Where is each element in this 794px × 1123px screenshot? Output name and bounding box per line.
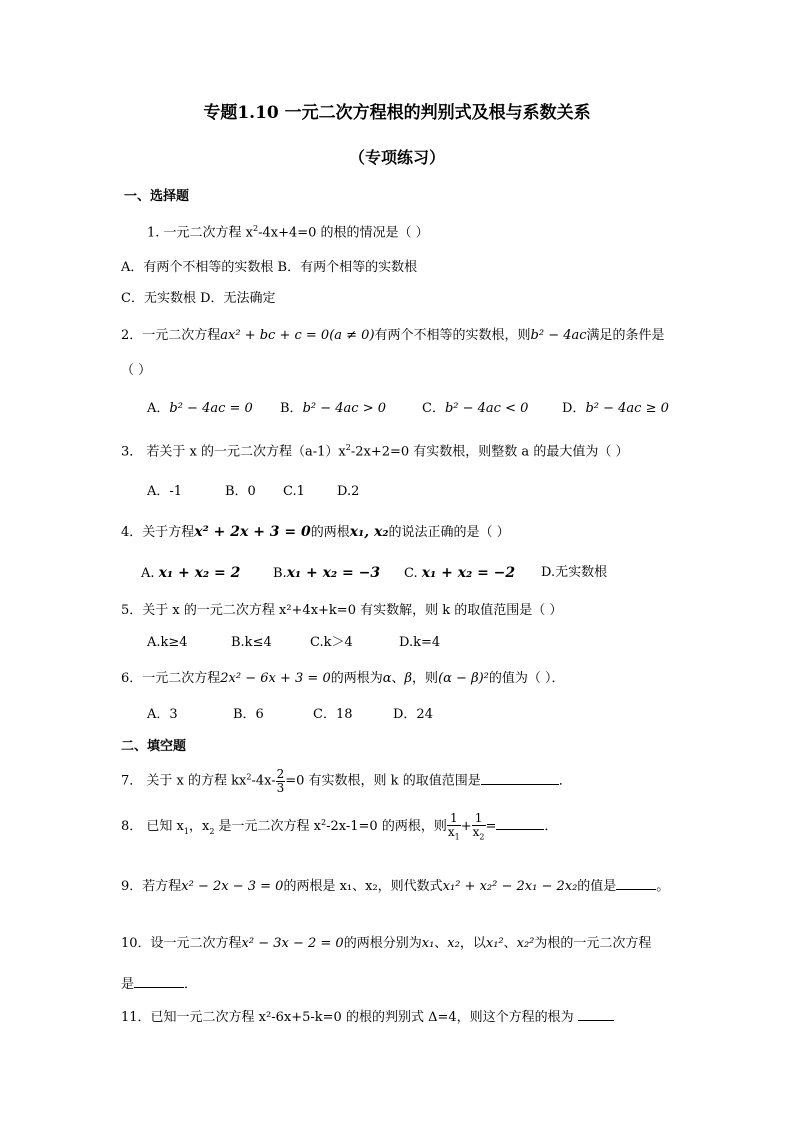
question-3 [121, 444, 628, 458]
question-7 [121, 768, 572, 794]
q4-option-a-expr: x₁ + x₂ = 2 [158, 565, 241, 581]
q10-x1: x₁ [421, 936, 435, 951]
q4-option-c [404, 566, 515, 580]
q4-roots: x₁, x₂ [349, 524, 389, 540]
q8-stem-c: 是一元二次方程 x [214, 819, 322, 835]
q8-sub1: 1 [183, 826, 189, 836]
question-4 [121, 525, 510, 539]
q5-option-c: C.k＞4 [310, 635, 353, 650]
q2-option-a [147, 402, 253, 415]
q2-stem-b: 有两个不相等的实数根，则 [374, 328, 531, 343]
q2-option-d [562, 402, 669, 415]
q10-answer-blank[interactable] [134, 975, 184, 988]
q7-answer-blank[interactable] [481, 772, 559, 785]
q10-x1-squared: x₁² [485, 936, 504, 951]
q6-stem-e: 的值为（ ）． [488, 671, 565, 686]
q4-option-b-expr: x₁ + x₂ = −3 [286, 565, 381, 581]
question-6 [121, 672, 565, 685]
q8-f1-num: 1 [447, 812, 461, 826]
q4-option-b-label: B. [273, 566, 287, 581]
q4-stem-b: 的两根 [310, 525, 350, 540]
question-11 [121, 1008, 614, 1024]
section-heading-choice: 一、选择题 [124, 189, 190, 204]
q2-option-b-expr: b² − 4ac > 0 [302, 401, 386, 416]
q2-option-d-label: D． [562, 401, 586, 416]
q9-stem-end: 。 [656, 879, 670, 894]
question-5: 5．关于 x 的一元二次方程 x²+4x+k=0 有实数解，则 k 的取值范围是（ ） [121, 603, 563, 618]
q2-option-c [422, 402, 528, 415]
q8-stem-end: ． [544, 819, 558, 835]
q9-expression: x₁² + x₂² − 2x₁ − 2x₂ [442, 879, 578, 894]
q2-paren: （ ） [121, 363, 152, 378]
q9-stem-c: 的值是 [577, 879, 617, 894]
q9-stem-b: 的两根是 x₁、x₂，则代数式 [283, 879, 443, 894]
q7-stem-b: -4x- [251, 773, 276, 789]
q4-option-c-label: C. [404, 566, 418, 581]
q10-equation: x² − 3x − 2 = 0 [241, 936, 344, 951]
q7-stem-c: =0 有实数根，则 k 的取值范围是 [285, 773, 481, 789]
q7-stem-a: 7． 关于 x 的方程 kx [121, 773, 247, 789]
q8-stem-a: 8． 已知 x [121, 819, 184, 835]
question-2 [121, 329, 665, 342]
q3-option-d: D.2 [337, 484, 360, 499]
q10-stem-f: 为根的一元二次方程 [534, 936, 652, 951]
question-9 [121, 877, 669, 893]
q2-equation: ax² + bc + c = 0(a ≠ 0) [220, 328, 375, 343]
q4-stem-c: 的说法正确的是（ ） [388, 525, 510, 540]
q3-option-b: B．0 [225, 484, 256, 499]
q6-beta: β [404, 671, 413, 686]
q8-plus: + [460, 819, 472, 835]
q2-stem-c: 满足的条件是 [586, 328, 665, 343]
q5-option-d: D.k=4 [399, 635, 441, 650]
q2-option-c-label: C． [422, 401, 445, 416]
q5-option-a: A.k≥4 [147, 635, 188, 650]
q2-discriminant: b² − 4ac [530, 328, 587, 343]
q8-f2-den-sub: 2 [479, 831, 485, 841]
q2-option-b-label: B． [280, 401, 303, 416]
q3-stem-a: 3． 若关于 x 的一元二次方程（a-1）x [121, 444, 346, 460]
q2-option-d-expr: b² − 4ac ≥ 0 [585, 401, 669, 416]
q10-line2-end: ． [184, 977, 198, 992]
q10-stem-d: ，以 [459, 936, 486, 951]
q2-stem-a: 2．一元二次方程 [121, 328, 221, 343]
q10-stem-b: 的两根分别为 [343, 936, 422, 951]
q2-option-c-expr: b² − 4ac < 0 [444, 401, 529, 416]
q11-answer-blank[interactable] [578, 1008, 614, 1021]
q8-sub2: 2 [209, 826, 215, 836]
q4-option-d: D.无实数根 [541, 565, 608, 580]
q1-sup: 2 [253, 224, 259, 233]
q2-option-a-label: A． [147, 401, 170, 416]
q10-stem-c: 、 [434, 936, 448, 951]
q1-options-line-1: A．有两个不相等的实数根 B．有两个相等的实数根 [121, 260, 418, 275]
q3-option-a: A．-1 [147, 484, 183, 499]
q6-expression: (α − β)² [438, 671, 489, 686]
q4-stem-a: 4．关于方程 [121, 525, 195, 540]
question-8 [121, 812, 557, 841]
q8-f1-den-x: x [447, 824, 455, 839]
q6-stem-d: ，则 [412, 671, 439, 686]
q6-stem-a: 6．一元二次方程 [121, 671, 221, 686]
q3-option-c: C.1 [283, 484, 305, 499]
q9-equation: x² − 2x − 3 = 0 [181, 879, 284, 894]
q10-stem-e: 、 [503, 936, 517, 951]
q4-option-a [141, 566, 240, 580]
q8-f1-den [447, 826, 461, 842]
q7-sup: 2 [246, 772, 252, 782]
q9-answer-blank[interactable] [616, 877, 656, 890]
q9-stem-a: 9．若方程 [121, 879, 182, 894]
q4-equation: x² + 2x + 3 = 0 [194, 524, 311, 540]
q10-x2-squared: x₂² [516, 936, 535, 951]
q8-f2-den-x: x [472, 824, 480, 839]
q3-stem-b: -2x+2=0 有实数根，则整数 a 的最大值为（ ） [350, 444, 629, 460]
q8-fraction-1 [447, 812, 461, 841]
question-1 [147, 225, 429, 239]
q2-option-b [280, 402, 386, 415]
q4-option-a-label: A. [141, 566, 155, 581]
q6-option-c: C．18 [313, 707, 353, 722]
q6-equation: 2x² − 6x + 3 = 0 [220, 671, 331, 686]
q7-stem-end: ． [558, 773, 572, 789]
q8-f1-den-sub: 1 [454, 831, 460, 841]
q4-option-b [273, 566, 380, 580]
q11-stem: 11．已知一元二次方程 x²-6x+5-k=0 的根的判别式 Δ=4，则这个方程的根为 [121, 1010, 574, 1025]
q1-stem-a: 1. 一元二次方程 x [147, 225, 253, 241]
q8-sup: 2 [321, 817, 327, 827]
q6-option-b: B．6 [233, 707, 264, 722]
q6-option-d: D．24 [393, 707, 433, 722]
q8-f2-den [472, 826, 486, 842]
q4-option-c-expr: x₁ + x₂ = −2 [421, 565, 516, 581]
q7-frac-num: 2 [276, 767, 285, 781]
q8-fraction-2 [472, 812, 486, 841]
q6-option-a: A．3 [147, 707, 178, 722]
section-heading-fill: 二、填空题 [121, 739, 187, 754]
q10-line2-a: 是 [121, 977, 135, 992]
q7-frac-den: 3 [276, 780, 285, 795]
q6-stem-b: 的两根为 [330, 671, 383, 686]
q6-stem-c: 、 [391, 671, 405, 686]
q8-answer-blank[interactable] [496, 817, 544, 830]
page-title: 专题1.10 一元二次方程根的判别式及根与系数关系 [203, 103, 591, 123]
q6-alpha: α [382, 671, 392, 686]
q1-options-line-2: C．无实数根 D．无法确定 [121, 291, 276, 306]
q2-option-a-expr: b² − 4ac = 0 [169, 401, 253, 416]
q3-sup: 2 [345, 443, 351, 452]
q10-x2: x₂ [447, 936, 460, 951]
question-10-line-2 [121, 975, 197, 991]
q5-option-b: B.k≤4 [231, 635, 272, 650]
q1-stem-b: -4x+4=0 的根的情况是（ ） [258, 225, 429, 241]
question-10 [121, 937, 651, 950]
q7-fraction [276, 768, 286, 794]
q8-stem-d: -2x-1=0 的两根，则 [326, 819, 447, 835]
page-subtitle: （专项练习） [348, 148, 445, 167]
q8-f2-num: 1 [472, 812, 486, 826]
q8-equals: = [485, 819, 497, 835]
q8-stem-b: ，x [188, 819, 210, 835]
q10-stem-a: 10．设一元二次方程 [121, 936, 242, 951]
